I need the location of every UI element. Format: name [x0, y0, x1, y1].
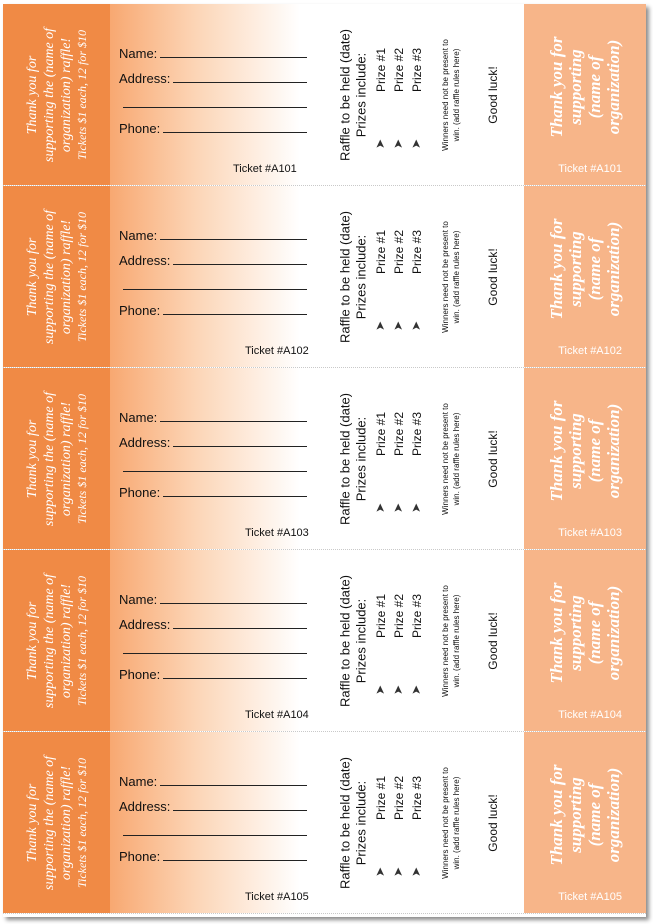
raffle-date: Raffle to be held (date) — [337, 574, 353, 707]
rules-line: Winners need not be present to — [441, 220, 450, 333]
raffle-date: Raffle to be held (date) — [337, 210, 353, 343]
stub-ticket-number: Ticket #A102 — [558, 345, 622, 357]
arrow-bullet-icon: ➤ — [373, 502, 388, 514]
prize-item: Prize #3 — [410, 593, 424, 639]
arrow-bullet-icon: ➤ — [391, 138, 406, 150]
rules-line: Winners need not be present to — [441, 584, 450, 697]
left-stub-line: organization) raffle! — [58, 219, 74, 334]
right-stub-line: (name of — [585, 55, 604, 118]
address-line[interactable] — [173, 445, 307, 447]
phone-line[interactable] — [163, 859, 307, 861]
entry-fields — [119, 218, 319, 318]
address-line-2[interactable] — [123, 652, 307, 654]
phone-field[interactable] — [119, 475, 319, 500]
prize-item: Prize #2 — [392, 593, 406, 639]
address-label: Address: — [119, 799, 171, 814]
address-line[interactable] — [173, 81, 307, 83]
arrow-bullet-icon: ➤ — [373, 320, 388, 332]
left-stub-line: supporting the (name of — [41, 391, 57, 526]
left-stub-line: Thank you for — [24, 601, 40, 680]
arrow-bullet-icon: ➤ — [373, 138, 388, 150]
phone-line[interactable] — [163, 131, 307, 133]
name-label: Name: — [119, 46, 158, 61]
raffle-rules — [440, 767, 462, 879]
phone-line[interactable] — [163, 313, 307, 315]
left-stub-line: supporting the (name of — [41, 573, 57, 708]
raffle-date: Raffle to be held (date) — [337, 756, 353, 889]
raffle-rules — [440, 403, 462, 515]
left-stub-text — [24, 27, 90, 161]
address-field[interactable] — [119, 789, 319, 814]
raffle-rules — [440, 221, 462, 333]
left-stub-price: Tickets $1 each, 12 for $10 — [74, 29, 89, 160]
right-stub-text — [547, 36, 623, 137]
address-label: Address: — [119, 617, 171, 632]
name-label: Name: — [119, 228, 158, 243]
raffle-ticket — [3, 368, 646, 550]
left-stub — [3, 368, 110, 549]
right-stub-line: Thank you for — [547, 399, 566, 502]
left-stub-line: Thank you for — [24, 55, 40, 134]
name-line[interactable] — [160, 602, 307, 604]
phone-field[interactable] — [119, 839, 319, 864]
rules-line: Winners need not be present to — [441, 38, 450, 151]
prizes-heading: Prizes include: — [353, 234, 369, 319]
left-stub-price: Tickets $1 each, 12 for $10 — [74, 757, 89, 888]
right-stub-line: supporting — [566, 230, 585, 307]
raffle-ticket — [3, 4, 646, 186]
good-luck: Good luck! — [486, 611, 500, 670]
phone-label: Phone: — [119, 667, 161, 682]
left-stub-price: Tickets $1 each, 12 for $10 — [74, 211, 89, 342]
good-luck: Good luck! — [486, 65, 500, 124]
address-line-2[interactable] — [123, 834, 307, 836]
name-line[interactable] — [160, 238, 307, 240]
good-luck: Good luck! — [486, 429, 500, 488]
left-stub-text — [24, 209, 90, 343]
right-stub-line: Thank you for — [547, 763, 566, 866]
right-stub-line: (name of — [585, 601, 604, 664]
rules-line: Winners need not be present to — [441, 402, 450, 515]
name-label: Name: — [119, 774, 158, 789]
phone-label: Phone: — [119, 849, 161, 864]
prize-item: Prize #3 — [410, 229, 424, 275]
stub-ticket-number: Ticket #A104 — [558, 709, 622, 721]
name-label: Name: — [119, 410, 158, 425]
address-line[interactable] — [173, 627, 307, 629]
right-stub — [524, 368, 646, 549]
ticket-number: Ticket #A103 — [245, 527, 309, 539]
arrow-bullet-icon: ➤ — [409, 502, 424, 514]
right-stub-line: Thank you for — [547, 581, 566, 684]
good-luck: Good luck! — [486, 793, 500, 852]
address-label: Address: — [119, 435, 171, 450]
phone-field[interactable] — [119, 293, 319, 318]
raffle-ticket — [3, 732, 646, 914]
address-field[interactable] — [119, 243, 319, 268]
raffle-date: Raffle to be held (date) — [337, 392, 353, 525]
phone-line[interactable] — [163, 677, 307, 679]
rules-line: win. (add raffle rules here) — [452, 48, 461, 141]
entry-fields — [119, 582, 319, 682]
arrow-bullet-icon: ➤ — [391, 684, 406, 696]
phone-label: Phone: — [119, 303, 161, 318]
stub-ticket-number: Ticket #A105 — [558, 891, 622, 903]
right-stub-line: Thank you for — [547, 35, 566, 138]
ticket-number: Ticket #A102 — [245, 345, 309, 357]
stub-ticket-number: Ticket #A101 — [558, 163, 622, 175]
left-stub — [3, 4, 110, 185]
address-line[interactable] — [173, 263, 307, 265]
rules-line: win. (add raffle rules here) — [452, 230, 461, 323]
prize-item: Prize #2 — [392, 411, 406, 457]
address-field-2[interactable] — [119, 86, 319, 111]
left-stub-text — [24, 573, 90, 707]
right-stub-line: (name of — [585, 237, 604, 300]
ticket-number: Ticket #A101 — [233, 163, 297, 175]
name-field[interactable] — [119, 218, 319, 243]
left-stub-line: supporting the (name of — [41, 209, 57, 344]
address-field-2[interactable] — [119, 450, 319, 475]
address-field-2[interactable] — [119, 814, 319, 839]
right-stub-line: organization) — [604, 403, 623, 498]
prize-item: Prize #3 — [410, 411, 424, 457]
prize-item: Prize #3 — [410, 775, 424, 821]
prize-item: Prize #1 — [374, 47, 388, 93]
arrow-bullet-icon: ➤ — [409, 866, 424, 878]
right-stub-text — [547, 400, 623, 501]
right-stub-line: supporting — [566, 776, 585, 853]
left-stub-line: supporting the (name of — [41, 755, 57, 890]
ticket-sheet — [3, 4, 646, 917]
left-stub — [3, 186, 110, 367]
address-line-2[interactable] — [123, 470, 307, 472]
name-field[interactable] — [119, 400, 319, 425]
left-stub-line: organization) raffle! — [58, 765, 74, 880]
prizes-heading: Prizes include: — [353, 598, 369, 683]
arrow-bullet-icon: ➤ — [391, 502, 406, 514]
address-field-2[interactable] — [119, 268, 319, 293]
left-stub-line: organization) raffle! — [58, 583, 74, 698]
right-stub-text — [547, 218, 623, 319]
raffle-rules — [440, 39, 462, 151]
prize-item: Prize #3 — [410, 47, 424, 93]
prize-item: Prize #2 — [392, 229, 406, 275]
left-stub-line: supporting the (name of — [41, 27, 57, 162]
right-stub-line: supporting — [566, 48, 585, 125]
right-stub-line: Thank you for — [547, 217, 566, 320]
prizes-heading: Prizes include: — [353, 780, 369, 865]
phone-label: Phone: — [119, 121, 161, 136]
name-line[interactable] — [160, 56, 307, 58]
rules-line: Winners need not be present to — [441, 766, 450, 879]
right-stub-line: supporting — [566, 412, 585, 489]
right-stub-line: supporting — [566, 594, 585, 671]
left-stub-line: organization) raffle! — [58, 37, 74, 152]
address-line-2[interactable] — [123, 288, 307, 290]
left-stub-price: Tickets $1 each, 12 for $10 — [74, 575, 89, 706]
arrow-bullet-icon: ➤ — [409, 684, 424, 696]
raffle-date: Raffle to be held (date) — [337, 28, 353, 161]
rules-line: win. (add raffle rules here) — [452, 776, 461, 869]
phone-field[interactable] — [119, 657, 319, 682]
right-stub-text — [547, 764, 623, 865]
rules-line: win. (add raffle rules here) — [452, 412, 461, 505]
left-stub-line: organization) raffle! — [58, 401, 74, 516]
right-stub — [524, 732, 646, 913]
left-stub — [3, 732, 110, 913]
name-field[interactable] — [119, 36, 319, 61]
prize-item: Prize #1 — [374, 229, 388, 275]
rules-line: win. (add raffle rules here) — [452, 594, 461, 687]
prize-item: Prize #2 — [392, 47, 406, 93]
ticket-number: Ticket #A104 — [245, 709, 309, 721]
address-field[interactable] — [119, 425, 319, 450]
left-stub-line: Thank you for — [24, 783, 40, 862]
raffle-ticket — [3, 186, 646, 368]
right-stub-line: organization) — [604, 39, 623, 134]
right-stub — [524, 550, 646, 731]
good-luck: Good luck! — [486, 247, 500, 306]
left-stub-price: Tickets $1 each, 12 for $10 — [74, 393, 89, 524]
name-field[interactable] — [119, 764, 319, 789]
right-stub-text — [547, 582, 623, 683]
right-stub — [524, 186, 646, 367]
left-stub-text — [24, 755, 90, 889]
prize-item: Prize #2 — [392, 775, 406, 821]
arrow-bullet-icon: ➤ — [373, 684, 388, 696]
arrow-bullet-icon: ➤ — [409, 320, 424, 332]
address-label: Address: — [119, 253, 171, 268]
stub-ticket-number: Ticket #A103 — [558, 527, 622, 539]
raffle-rules — [440, 585, 462, 697]
left-stub-line: Thank you for — [24, 237, 40, 316]
phone-line[interactable] — [163, 495, 307, 497]
address-line-2[interactable] — [123, 106, 307, 108]
left-stub-line: Thank you for — [24, 419, 40, 498]
right-stub-line: organization) — [604, 585, 623, 680]
address-line[interactable] — [173, 809, 307, 811]
prizes-heading: Prizes include: — [353, 52, 369, 137]
prize-item: Prize #1 — [374, 593, 388, 639]
right-stub-line: (name of — [585, 783, 604, 846]
right-stub-line: (name of — [585, 419, 604, 482]
arrow-bullet-icon: ➤ — [373, 866, 388, 878]
prizes-heading: Prizes include: — [353, 416, 369, 501]
left-stub — [3, 550, 110, 731]
address-label: Address: — [119, 71, 171, 86]
ticket-number: Ticket #A105 — [245, 891, 309, 903]
address-field[interactable] — [119, 61, 319, 86]
arrow-bullet-icon: ➤ — [391, 866, 406, 878]
entry-fields — [119, 764, 319, 864]
phone-label: Phone: — [119, 485, 161, 500]
name-line[interactable] — [160, 420, 307, 422]
entry-fields — [119, 400, 319, 500]
address-field-2[interactable] — [119, 632, 319, 657]
raffle-ticket — [3, 550, 646, 732]
name-label: Name: — [119, 592, 158, 607]
entry-fields — [119, 36, 319, 136]
arrow-bullet-icon: ➤ — [391, 320, 406, 332]
arrow-bullet-icon: ➤ — [409, 138, 424, 150]
prize-item: Prize #1 — [374, 411, 388, 457]
name-line[interactable] — [160, 784, 307, 786]
right-stub-line: organization) — [604, 221, 623, 316]
right-stub-line: organization) — [604, 767, 623, 862]
name-field[interactable] — [119, 582, 319, 607]
phone-field[interactable] — [119, 111, 319, 136]
prize-item: Prize #1 — [374, 775, 388, 821]
address-field[interactable] — [119, 607, 319, 632]
right-stub — [524, 4, 646, 185]
left-stub-text — [24, 391, 90, 525]
